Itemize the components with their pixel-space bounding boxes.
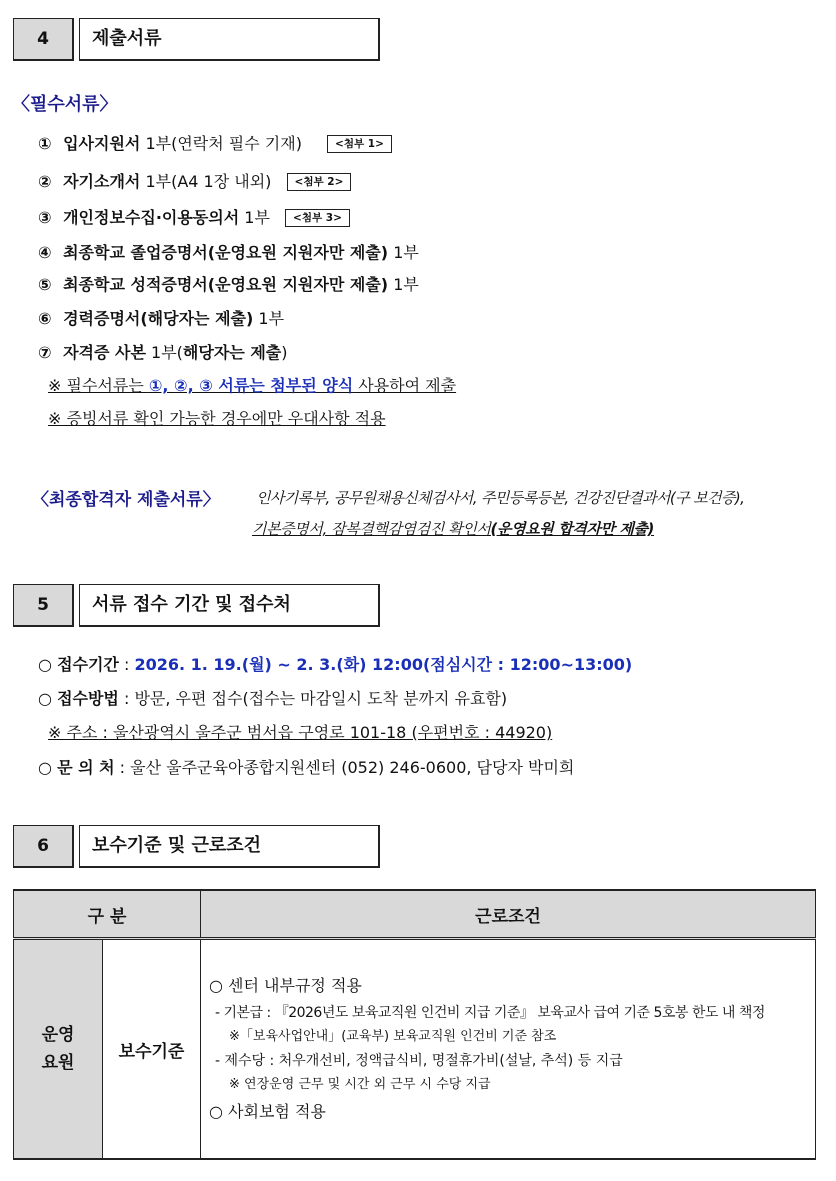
period-label: 접수기간	[57, 655, 119, 674]
method-value: 방문, 우편 접수(접수는 마감일시 도착 분까지 유효함)	[134, 689, 508, 708]
section-title: 제출서류	[79, 18, 380, 61]
doc-item-6	[38, 306, 284, 329]
section-title: 보수기준 및 근로조건	[79, 825, 380, 868]
final-line-2-text: 기본증명서, 잠복결핵감염검진 확인서	[252, 520, 491, 538]
bullet: ○	[38, 758, 52, 777]
contact-value: 울산 울주군육아종합지원센터 (052) 246-0600, 담당자 박미희	[130, 758, 575, 777]
condition-line: ○ 사회보험 적용	[209, 1102, 326, 1121]
final-heading-text: 〈최종합격자 제출서류〉	[32, 490, 220, 510]
final-docs-line-1: 인사기록부, 공무원채용신체검사서, 주민등록등본, 건강진단결과서(구 보건증),	[256, 489, 745, 507]
colon: :	[114, 758, 131, 777]
section-number: 4	[13, 18, 74, 61]
doc-item-2	[38, 169, 351, 192]
item-detail: 1부	[388, 243, 419, 262]
method-label: 접수방법	[57, 689, 119, 708]
item-detail: 1부(연락처 필수 기재)	[140, 134, 302, 153]
condition-line: - 기본급 : 『2026년도 보육교직원 인건비 지급 기준』 보육교사 급여 기준 5호봉 한도 내 책정	[215, 1005, 765, 1021]
colon: :	[118, 689, 135, 708]
condition-cell	[201, 939, 816, 1160]
required-docs-heading	[12, 90, 118, 116]
item-number: ⑦	[38, 343, 52, 362]
item-number: ③	[38, 208, 52, 227]
required-docs-note	[48, 373, 456, 396]
final-docs-heading	[32, 485, 220, 510]
attachment-tag: <첨부 2>	[287, 173, 352, 191]
item-number: ①	[38, 134, 52, 153]
row-sub-cell: 보수기준	[103, 939, 201, 1160]
item-detail-bold: 해당자는 제출	[182, 343, 282, 362]
table-row	[14, 939, 816, 1160]
row-group-label: 운영 요원	[41, 1025, 75, 1073]
item-name: 자격증 사본	[63, 343, 146, 362]
doc-item-1	[38, 131, 392, 154]
contact-row	[38, 755, 574, 778]
final-docs-line-2	[252, 518, 654, 539]
note-emphasis: ①, ②, ③ 서류는 첨부된 양식	[148, 376, 354, 395]
item-name: 최종학교 성적증명서(운영요원 지원자만 제출)	[63, 275, 389, 294]
note-prefix: ※ 필수서류는	[48, 376, 149, 395]
item-detail: 1부(	[145, 343, 183, 362]
table-header-row	[14, 890, 816, 939]
item-detail: 1부	[239, 208, 270, 227]
section-number: 5	[13, 584, 74, 627]
item-name: 경력증명서(해당자는 제출)	[63, 309, 254, 328]
item-name: 자기소개서	[63, 172, 141, 191]
item-detail: 1부	[253, 309, 285, 328]
contact-label: 문 의 처	[57, 758, 115, 777]
doc-item-5	[38, 272, 419, 295]
attachment-tag: <첨부 1>	[327, 135, 392, 153]
period-value: 2026. 1. 19.(월) ~ 2. 3.(화) 12:00(점심시간 : 12:00~13:00)	[134, 655, 633, 674]
item-number: ④	[38, 243, 52, 262]
item-detail-end: )	[281, 343, 288, 362]
condition-line: ※「보육사업안내」(교육부) 보육교직원 인건비 기준 참조	[229, 1029, 557, 1044]
method-row	[38, 686, 507, 709]
column-header-condition: 근로조건	[201, 890, 816, 939]
condition-line: ※ 연장운영 근무 및 시간 외 근무 시 수당 지급	[229, 1077, 491, 1092]
colon: :	[118, 655, 135, 674]
item-number: ⑥	[38, 309, 52, 328]
period-row	[38, 652, 632, 675]
column-header-category: 구 분	[14, 890, 201, 939]
bullet: ○	[38, 655, 52, 674]
doc-item-3	[38, 205, 350, 228]
doc-item-4	[38, 240, 419, 263]
row-group-cell	[14, 939, 103, 1160]
required-heading-text: 〈필수서류〉	[12, 94, 118, 115]
bullet: ○	[38, 689, 52, 708]
item-name: 입사지원서	[63, 134, 141, 153]
note-suffix: 사용하여 제출	[353, 376, 457, 395]
section-title: 서류 접수 기간 및 접수처	[79, 584, 380, 627]
final-line-2-bold: (운영요원 합격자만 제출)	[490, 520, 655, 538]
preference-note: ※ 증빙서류 확인 가능한 경우에만 우대사항 적용	[48, 409, 386, 428]
condition-line: - 제수당 : 처우개선비, 정액급식비, 명절휴가비(설날, 추석) 등 지급	[215, 1053, 623, 1069]
item-detail: 1부(A4 1장 내외)	[140, 172, 272, 191]
working-conditions-table	[13, 889, 816, 1160]
item-number: ⑤	[38, 275, 52, 294]
section-number: 6	[13, 825, 74, 868]
address-note: ※ 주소 : 울산광역시 울주군 범서읍 구영로 101-18 (우편번호 : 44920)	[48, 723, 553, 742]
item-detail: 1부	[388, 275, 419, 294]
item-name: 최종학교 졸업증명서(운영요원 지원자만 제출)	[63, 243, 389, 262]
attachment-tag: <첨부 3>	[285, 209, 350, 227]
item-number: ②	[38, 172, 52, 191]
condition-line: ○ 센터 내부규정 적용	[209, 976, 362, 995]
doc-item-7	[38, 340, 287, 363]
item-name: 개인정보수집·이용동의서	[63, 208, 240, 227]
